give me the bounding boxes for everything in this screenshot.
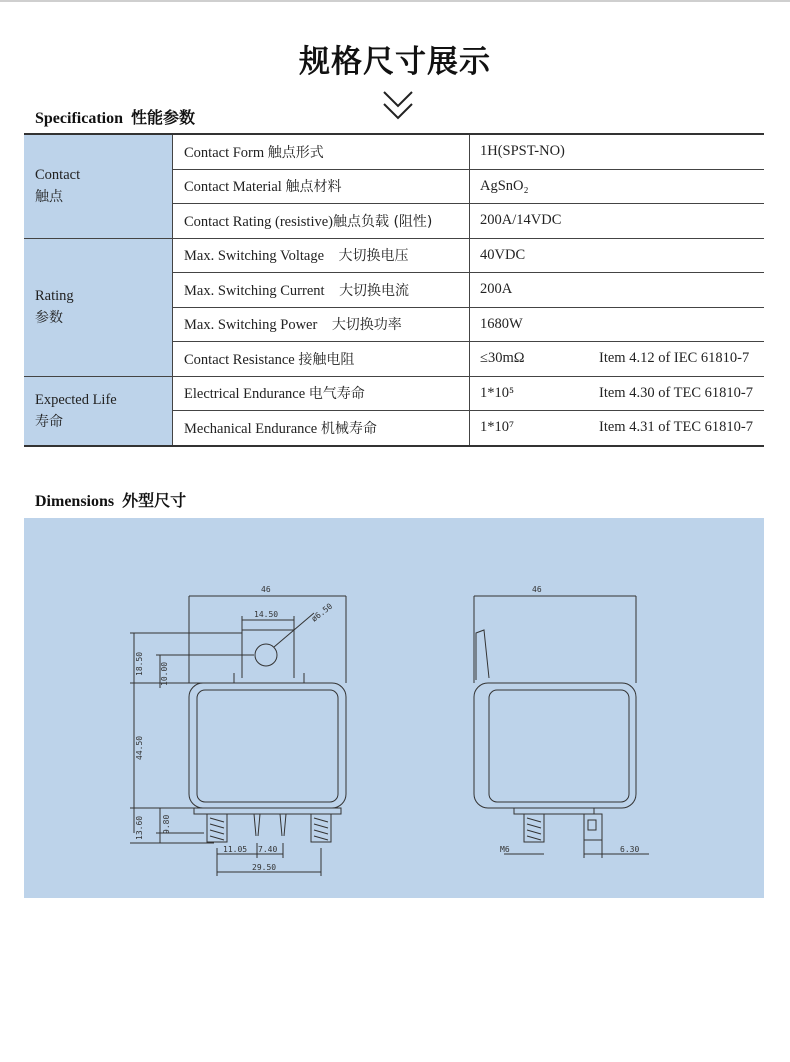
value: 40VDC <box>480 246 526 263</box>
spec-section-title <box>35 105 195 128</box>
dim-hole-dia: ø6.50 <box>309 601 335 624</box>
param-zh: 大切换功率 <box>331 317 402 334</box>
param-en: Contact Rating (resistive) <box>184 213 333 230</box>
group-name-en: Expected Life <box>35 391 117 408</box>
value-cell <box>470 238 765 273</box>
dim-pin-width: 6.30 <box>620 845 640 854</box>
param-en: Electrical Endurance <box>184 386 306 403</box>
dim-stud-height: 9.80 <box>162 814 171 834</box>
param-zh: 接触电阻 <box>298 351 355 368</box>
param-cell <box>173 169 470 204</box>
dim-stud-thread: M6 <box>500 845 510 854</box>
value-cell <box>470 169 765 204</box>
group-cell-rating <box>24 238 173 376</box>
param-cell <box>173 307 470 342</box>
value: 200A <box>480 281 513 298</box>
value: ≤30mΩ <box>480 350 525 367</box>
param-zh: 触点负载 (阻性) <box>333 213 433 230</box>
top-divider <box>0 0 790 2</box>
value: 1680W <box>480 315 523 332</box>
param-zh: 大切换电压 <box>338 248 409 265</box>
standard-ref: Item 4.12 of IEC 61810-7 <box>599 350 750 367</box>
value: AgSnO₂ <box>480 177 529 194</box>
dimension-drawing <box>24 518 764 898</box>
group-cell-contact <box>24 134 173 238</box>
table-row <box>24 134 764 169</box>
param-cell <box>173 134 470 169</box>
value: 200A/14VDC <box>480 212 562 229</box>
table-row <box>24 238 764 273</box>
dim-terminal-height: 13.60 <box>135 815 144 840</box>
group-name-zh: 触点 <box>35 189 63 206</box>
value-cell <box>470 134 765 169</box>
param-en: Max. Switching Voltage <box>184 248 325 265</box>
value-cell <box>470 376 765 411</box>
dims-title-zh: 外型尺寸 <box>122 491 187 510</box>
standard-ref: Item 4.31 of TEC 61810-7 <box>599 419 753 436</box>
value-cell <box>470 342 765 377</box>
dim-tab-height: 18.50 <box>135 651 144 676</box>
param-cell <box>173 376 470 411</box>
spec-title-en: Specification <box>35 110 123 127</box>
dims-title-en: Dimensions <box>35 493 115 510</box>
page-title: 规格尺寸展示 <box>299 44 491 80</box>
double-chevron-down-icon <box>381 88 415 124</box>
param-cell <box>173 238 470 273</box>
group-cell-expected-life <box>24 376 173 446</box>
dim-side-width: 46 <box>532 585 542 594</box>
dim-terminal-span: 29.50 <box>252 863 277 872</box>
spec-table <box>24 133 764 447</box>
param-zh: 触点材料 <box>285 179 342 196</box>
side-view <box>474 596 649 858</box>
group-name-zh: 寿命 <box>35 413 63 430</box>
group-name-en: Contact <box>35 167 81 184</box>
param-cell <box>173 273 470 308</box>
param-cell <box>173 204 470 239</box>
value: 1*10⁷ <box>480 419 515 436</box>
param-en: Contact Form <box>184 144 265 161</box>
param-zh: 大切换电流 <box>339 282 410 299</box>
param-en: Max. Switching Power <box>184 317 318 334</box>
spec-title-zh: 性能参数 <box>131 108 196 127</box>
value: 1H(SPST-NO) <box>480 143 565 160</box>
group-name-en: Rating <box>35 288 74 304</box>
param-zh: 机械寿命 <box>320 420 377 437</box>
value-cell <box>470 307 765 342</box>
dim-offset-a: 11.05 <box>223 845 248 854</box>
param-zh: 触点形式 <box>267 144 324 161</box>
param-cell <box>173 411 470 446</box>
value-cell <box>470 411 765 446</box>
param-en: Contact Material <box>184 179 282 196</box>
value-cell <box>470 273 765 308</box>
standard-ref: Item 4.30 of TEC 61810-7 <box>599 384 753 401</box>
param-en: Mechanical Endurance <box>184 420 318 437</box>
param-en: Max. Switching Current <box>184 282 325 299</box>
param-cell <box>173 342 470 377</box>
dim-hole-height: 10.00 <box>160 661 169 686</box>
dim-front-width: 46 <box>261 585 271 594</box>
dims-section-title <box>35 488 186 511</box>
table-row <box>24 376 764 411</box>
dim-body-height: 44.50 <box>135 735 144 760</box>
dim-tab-width: 14.50 <box>254 610 279 619</box>
dimension-drawing-panel <box>24 518 764 898</box>
param-zh: 电气寿命 <box>308 386 365 403</box>
param-en: Contact Resistance <box>184 351 295 368</box>
value: 1*10⁵ <box>480 384 515 401</box>
group-name-zh: 参数 <box>35 310 63 326</box>
value-cell <box>470 204 765 239</box>
dim-offset-b: 7.40 <box>258 845 278 854</box>
